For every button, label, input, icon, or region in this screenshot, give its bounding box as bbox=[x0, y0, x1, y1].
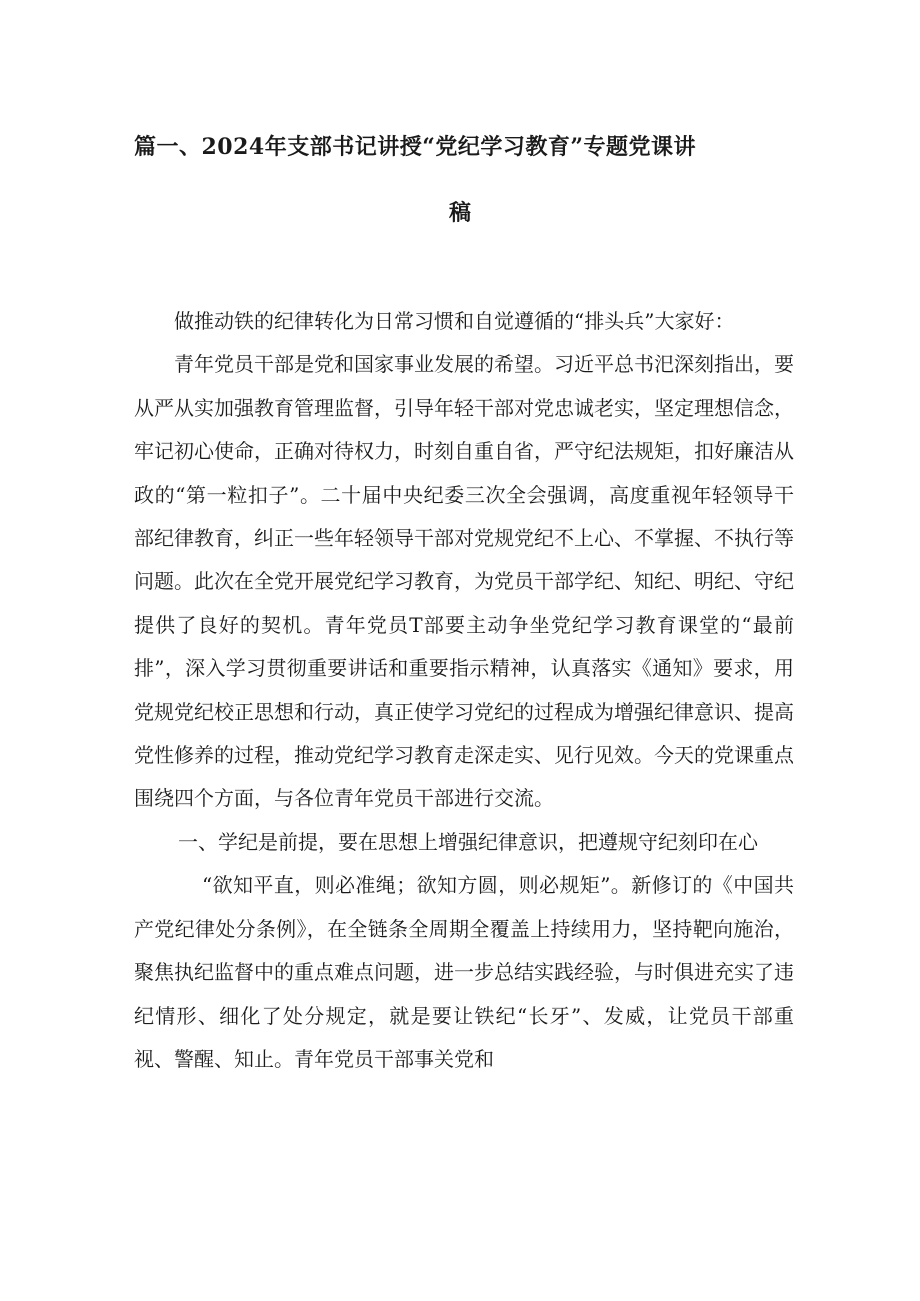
body-paragraph-section-1: “欲知平直，则必准绳；欲知方圆，则必规矩”。新修订的《中国共产党纪律处分条例》，在全链条全周期全覆盖上持续用力，坚持靶向施治，聚焦执纪监督中的重点难点问题，进一步总结实践经验，与时俱进充实了违纪情形、细化了处分规定，就是要让铁纪“长牙”、发威，让党员干部重视、警醒、知止。青年党员干部事关党和 bbox=[134, 873, 794, 1071]
body-paragraph-intro: 青年党员干部是党和国家事业发展的希望。习近平总书汜深刻指出，要从严从实加强教育管理监督，引导年轻干部对党忠诚老实，坚定理想信念，牢记初心使命，正确对待权力，时刻自重自省，严守纪法规矩，扣好廉洁从政的“第一粒扣子”。二十届中央纪委三次全会强调，高度重视年轻领导干部纪律教育，纠正一些年轻领导干部对党规党纪不上心、不掌握、不执行等问题。此次在全党开展党纪学习教育，为党员干部学纪、知纪、明纪、守纪提供了良好的契机。青年党员T部要主动争坐党纪学习教育课堂的“最前排”，深入学习贯彻重要讲话和重要指示精神，认真落实《通知》要求，用党规党纪校正思想和行动，真正使学习党纪的过程成为增强纪律意识、提高党性修养的过程，推动党纪学习教育走深走实、见行见效。今天的党课重点围绕四个方面，与各位青年党员干部进行交流。 bbox=[134, 352, 794, 811]
document-body bbox=[134, 300, 794, 1081]
body-paragraph-greeting: 做推动铁的纪律转化为日常习惯和自觉遵循的“排头兵”大家好： bbox=[174, 309, 735, 333]
document-title-line-2: 稿 bbox=[448, 200, 471, 226]
document-title-line-1: 篇一、2024年支部书记讲授“党纪学习教育”专题党课讲 bbox=[134, 134, 697, 160]
section-heading-1: 一、学纪是前提，要在思想上增强纪律意识，把遵规守纪刻印在心 bbox=[178, 829, 758, 854]
